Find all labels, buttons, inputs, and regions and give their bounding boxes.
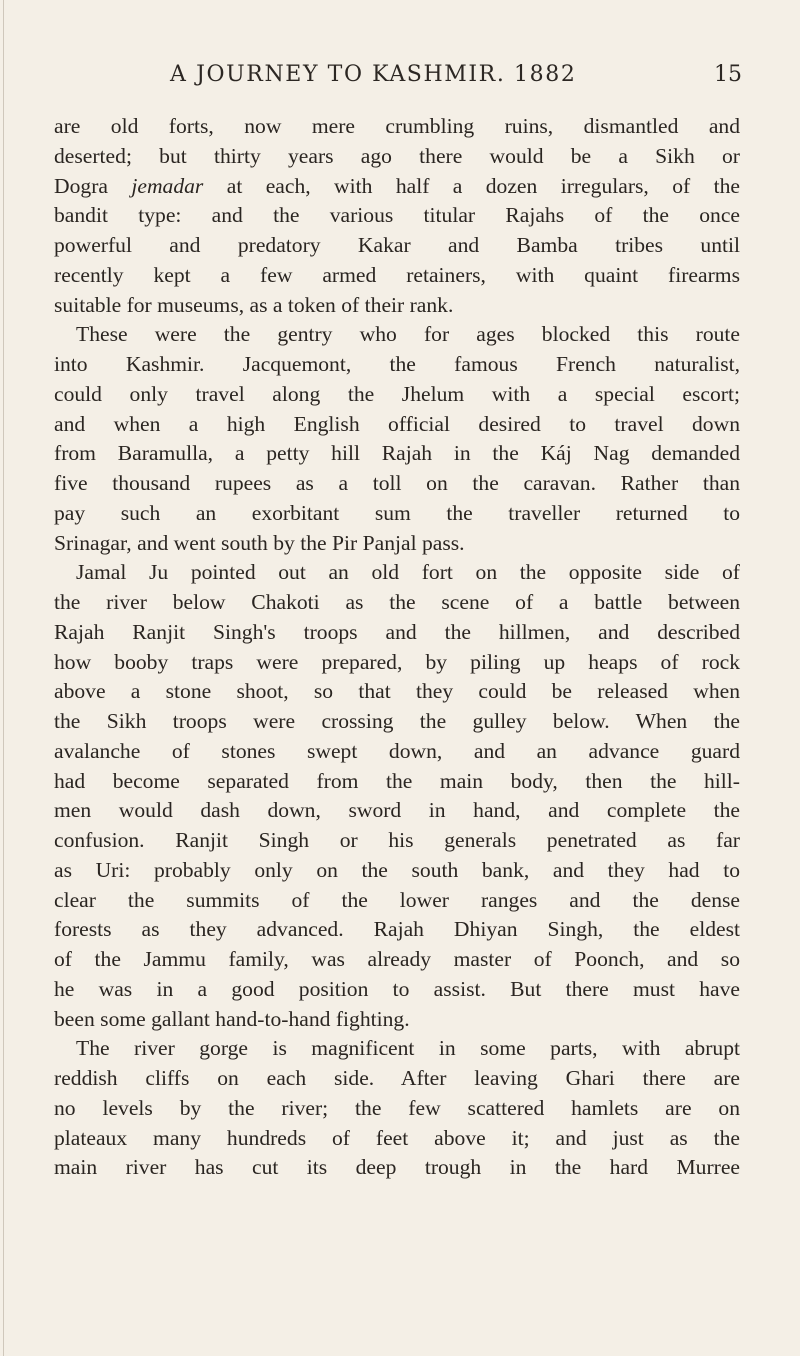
- text-line: above a stone shoot, so that they could be released when: [54, 679, 740, 704]
- text-line: Jamal Ju pointed out an old fort on the opposite side of: [76, 560, 740, 585]
- italic-term: jemadar: [131, 173, 204, 198]
- text-line: clear the summits of the lower ranges and the dense: [54, 887, 740, 912]
- text-line: into Kashmir. Jacquemont, the famous French naturalist,: [54, 352, 740, 376]
- text-line: the river below Chakoti as the scene of a battle between: [54, 590, 740, 614]
- text-line: had become separated from the main body, then the hill-: [54, 768, 740, 793]
- text-line: he was in a good position to assist. But there must have: [54, 976, 740, 1001]
- text-word: Dogra: [54, 173, 108, 198]
- text-line: from Baramulla, a petty hill Rajah in the Káj Nag demanded: [54, 441, 740, 466]
- text-line: men would dash down, sword in hand, and complete the: [54, 798, 740, 823]
- text-line: of the Jammu family, was already master of Poonch, and so: [54, 947, 740, 971]
- text-line: been some gallant hand-to-hand fighting.: [54, 1006, 410, 1031]
- text-line: the Sikh troops were crossing the gulley below. When the: [54, 709, 740, 733]
- text-line: five thousand rupees as a toll on the caravan. Rather than: [54, 471, 740, 495]
- text-line: avalanche of stones swept down, and an advance guard: [54, 738, 740, 763]
- text-line: recently kept a few armed retainers, with quaint firearms: [54, 262, 740, 287]
- body-text: [54, 112, 740, 1183]
- text-line: reddish cliffs on each side. After leaving Ghari there are: [54, 1066, 740, 1090]
- text-line: forests as they advanced. Rajah Dhiyan Singh, the eldest: [54, 917, 740, 942]
- text-line: plateaux many hundreds of feet above it; and just as the: [54, 1125, 740, 1150]
- text-line: no levels by the river; the few scattered hamlets are on: [54, 1095, 740, 1120]
- text-word: at each, with half a dozen irregulars, of the: [226, 173, 740, 198]
- text-line: deserted; but thirty years ago there would be a Sikh or: [54, 143, 740, 168]
- running-head: [0, 62, 800, 92]
- text-line: Rajah Ranjit Singh's troops and the hillmen, and described: [54, 619, 740, 644]
- text-line: main river has cut its deep trough in the hard Murree: [54, 1155, 740, 1180]
- page-number: 15: [714, 62, 742, 87]
- text-line: how booby traps were prepared, by piling up heaps of rock: [54, 649, 740, 674]
- page-edge-line: [3, 0, 4, 1356]
- running-title: A JOURNEY TO KASHMIR. 1882: [170, 62, 577, 87]
- text-line: powerful and predatory Kakar and Bamba tribes until: [54, 233, 740, 257]
- text-line: and when a high English official desired to travel down: [54, 411, 740, 436]
- text-line: [54, 172, 740, 202]
- text-line: The river gorge is magnificent in some parts, with abrupt: [76, 1036, 740, 1061]
- text-line: could only travel along the Jhelum with a special escort;: [54, 381, 740, 406]
- text-line: Srinagar, and went south by the Pir Panjal pass.: [54, 530, 465, 555]
- text-line: confusion. Ranjit Singh or his generals penetrated as far: [54, 828, 740, 852]
- text-line: bandit type: and the various titular Rajahs of the once: [54, 203, 740, 228]
- text-line: suitable for museums, as a token of their rank.: [54, 292, 454, 317]
- text-line: pay such an exorbitant sum the traveller returned to: [54, 500, 740, 525]
- text-line: as Uri: probably only on the south bank, and they had to: [54, 857, 740, 882]
- text-line: These were the gentry who for ages blocked this route: [76, 322, 740, 347]
- text-line: are old forts, now mere crumbling ruins, dismantled and: [54, 114, 740, 138]
